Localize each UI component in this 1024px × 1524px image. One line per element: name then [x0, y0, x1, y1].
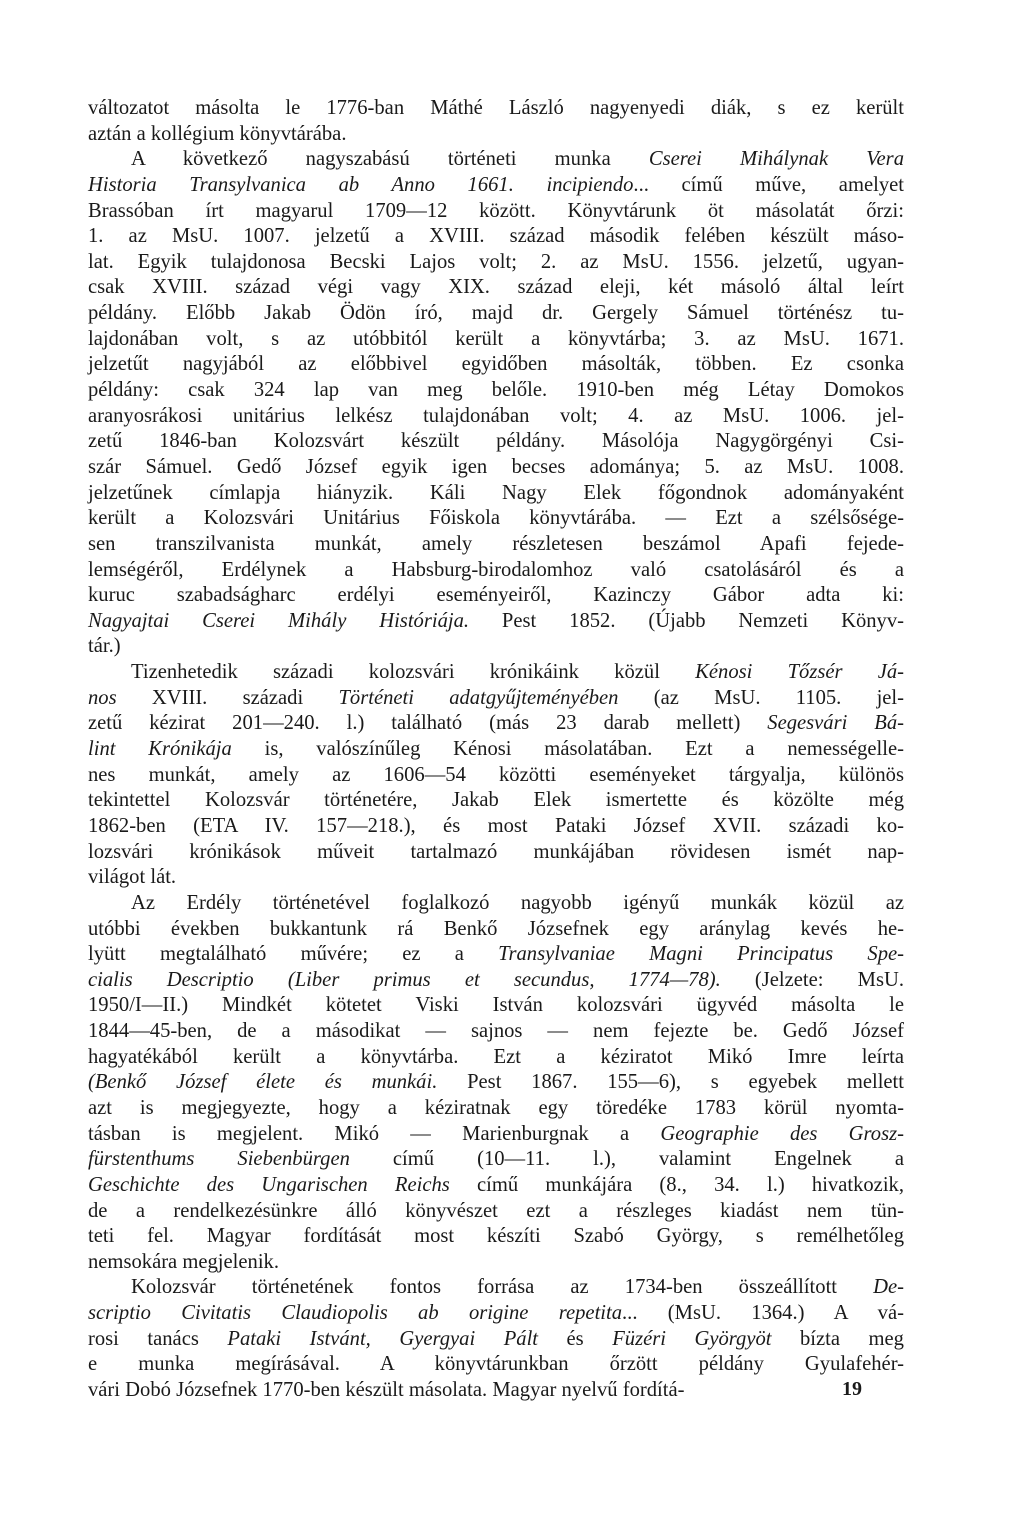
text-line: Tizenhetedik századi kolozsvári krónikáink közül Kénosi Tőzsér Já- — [131, 661, 904, 684]
text-line: tásban is megjelent. Mikó — Marienburgnak a Geographie des Grosz- — [88, 1122, 904, 1145]
text-line: 1844—45-ben, de a másodikat — sajnos — nem fejezte be. Gedő József — [88, 1020, 904, 1043]
text-line: zetű kézirat 201—240. l.) található (más 23 darab mellett) Segesvári Bá- — [88, 712, 904, 735]
paragraph-p5 — [88, 1275, 904, 1403]
text-line: példány: csak 324 lap van meg belőle. 1910-ben még Létay Domokos — [88, 379, 904, 402]
text-line: teti fel. Magyar fordítását most készíti Szabó György, s remélhetőleg — [88, 1225, 904, 1248]
text-line: de a rendelkezésünkre álló könyvészet ezt a részleges kiadást nem tün- — [88, 1199, 904, 1222]
text-line: Kolozsvár történetének fontos forrása az 1734-ben összeállított De- — [131, 1276, 904, 1299]
text-line: cialis Descriptio (Liber primus et secundus, 1774—78). (Jelzete: MsU. — [88, 968, 904, 991]
text-line: scriptio Civitatis Claudiopolis ab origine repetita... (MsU. 1364.) A vá- — [88, 1302, 904, 1325]
text-line: e munka megírásával. A könyvtárunkban őrzött példány Gyulafehér- — [88, 1353, 904, 1376]
text-line: rosi tanács Pataki Istvánt, Gyergyai Pált és Füzéri Györgyöt bízta meg — [88, 1327, 904, 1350]
text-line: nemsokára megjelenik. — [88, 1250, 279, 1273]
text-line: lajdonában volt, s az utóbbitól került a könyvtárba; 3. az MsU. 1671. — [88, 327, 904, 350]
text-line: azt is megjegyezte, hogy a kéziratnak egy töredéke 1783 körül nyomta- — [88, 1096, 904, 1119]
text-line: sen transzilvanista munkát, amely részletesen beszámol Apafi fejede- — [88, 532, 904, 555]
text-line: jelzetűt nagyjából az előbbivel egyidőben másolták, többen. Ez csonka — [88, 353, 904, 376]
text-line: Brassóban írt magyarul 1709—12 között. Könyvtárunk öt másolatát őrzi: — [88, 199, 904, 222]
text-line: lemségéről, Erdélynek a Habsburg-birodalomhoz való csatolásáról és a — [88, 558, 904, 581]
text-line: tekintettel Kolozsvár történetére, Jakab Elek ismertette és közölte még — [88, 789, 904, 812]
text-line: aztán a kollégium könyvtárába. — [88, 122, 347, 145]
text-line: kuruc szabadságharc erdélyi eseményeiről, Kazinczy Gábor adta ki: — [88, 584, 904, 607]
text-line: lint Krónikája is, valószínűleg Kénosi másolatában. Ezt a nemességelle- — [88, 738, 905, 761]
text-line: tár.) — [88, 635, 121, 658]
text-line: jelzetűnek címlapja hiányzik. Káli Nagy Elek főgondnok adományaként — [88, 481, 904, 504]
text-line: nos XVIII. századi Történeti adatgyűjteményében (az MsU. 1105. jel- — [88, 686, 905, 709]
text-line: került a Kolozsvári Unitárius Főiskola könyvtárába. — Ezt a szélsősége- — [88, 507, 904, 530]
page-body — [88, 96, 904, 1404]
paragraph-p2 — [88, 147, 904, 660]
text-line: példány. Előbb Jakab Ödön író, majd dr. Gergely Sámuel történész tu- — [88, 302, 904, 325]
text-line: Nagyajtai Cserei Mihály Históriája. Pest 1852. (Újabb Nemzeti Könyv- — [88, 609, 904, 632]
text-line: 1950/I—II.) Mindkét kötetet Viski István kolozsvári ügyvéd másolta le — [88, 994, 904, 1017]
page-number: 19 — [842, 1378, 862, 1400]
text-line: változatot másolta le 1776-ban Máthé László nagyenyedi diák, s ez került — [88, 97, 904, 119]
text-line: vári Dobó Józsefnek 1770-ben készült másolata. Magyar nyelvű fordítá- — [88, 1379, 685, 1402]
text-line: zetű 1846-ban Kolozsvárt készült példány. Másolója Nagygörgényi Csi- — [88, 430, 904, 453]
text-line: Historia Transylvanica ab Anno 1661. incipiendo... című műve, amelyet — [88, 173, 904, 196]
text-line: szár Sámuel. Gedő József egyik igen becses adománya; 5. az MsU. 1008. — [88, 455, 904, 478]
text-line: világot lát. — [88, 866, 177, 889]
text-line: lyütt megtalálható művére; ez a Transylvaniae Magni Principatus Spe- — [88, 943, 904, 966]
text-line: (Benkő József élete és munkái. Pest 1867. 155—6), s egyebek mellett — [88, 1071, 904, 1094]
text-line: utóbbi években bukkantunk rá Benkő Józsefnek egy aránylag kevés he- — [88, 917, 904, 940]
text-line: A következő nagyszabású történeti munka Cserei Mihálynak Vera — [131, 148, 904, 171]
text-line: Geschichte des Ungarischen Reichs című munkájára (8., 34. l.) hivatkozik, — [88, 1173, 904, 1196]
text-line: lat. Egyik tulajdonosa Becski Lajos volt; 2. az MsU. 1556. jelzetű, ugyan- — [88, 250, 904, 273]
text-line: hagyatékából került a könyvtárba. Ezt a kéziratot Mikó Imre leírta — [88, 1045, 904, 1068]
paragraph-p3 — [88, 660, 904, 891]
text-line: 1862-ben (ETA IV. 157—218.), és most Pataki József XVII. századi ko- — [88, 814, 904, 837]
text-line: Az Erdély történetével foglalkozó nagyobb igényű munkák közül az — [131, 891, 904, 914]
text-line: csak XVIII. század végi vagy XIX. század eleji, két másoló által leírt — [88, 276, 904, 299]
text-line: lozsvári krónikások műveit tartalmazó munkájában rövidesen ismét nap- — [88, 840, 904, 863]
text-line: 1. az MsU. 1007. jelzetű a XVIII. század második felében készült máso- — [88, 225, 904, 248]
text-line: fürstenthums Siebenbürgen című (10—11. l.), valamint Engelnek a — [88, 1148, 904, 1171]
text-line: nes munkát, amely az 1606—54 közötti eseményeket tárgyalja, különös — [88, 763, 904, 786]
paragraph-p1 — [88, 96, 904, 147]
paragraph-p4 — [88, 891, 904, 1276]
text-line: aranyosrákosi unitárius lelkész tulajdonában volt; 4. az MsU. 1006. jel- — [88, 404, 904, 427]
